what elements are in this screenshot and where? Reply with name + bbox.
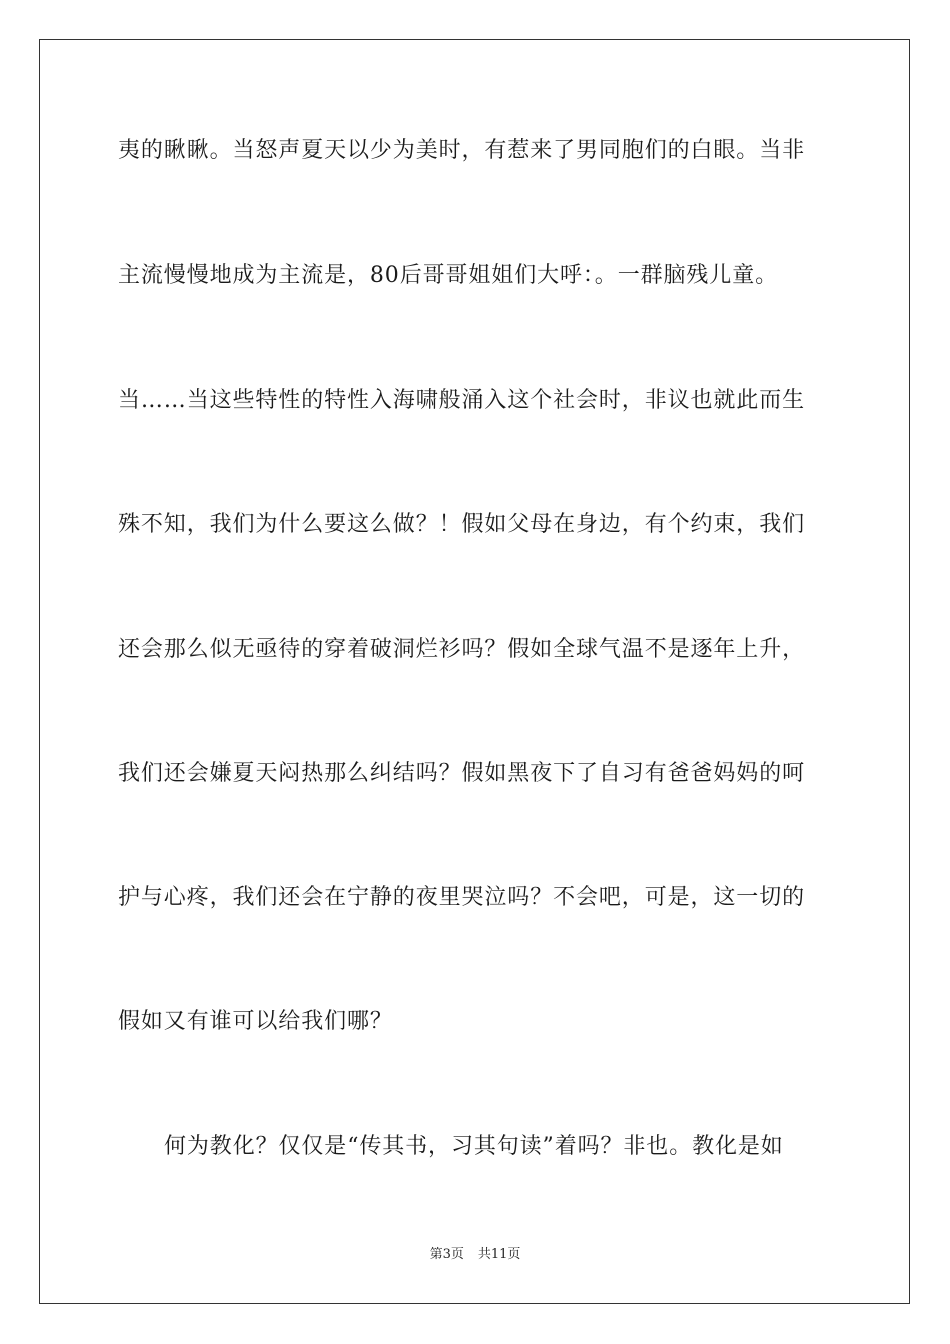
paragraph-indented-line: 何为教化？仅仅是“传其书，习其句读”着吗？非也。教化是如: [164, 1134, 784, 1159]
body-text-line-5: 还会那么似无亟待的穿着破洞烂衫吗？假如全球气温不是逐年上升，: [118, 637, 806, 662]
page-number: 第3页: [429, 1247, 464, 1262]
total-pages: 共11页: [477, 1247, 521, 1262]
body-text-line-4: 殊不知，我们为什么要这么做？！假如父母在身边，有个约束，我们: [118, 512, 806, 537]
page-border: [39, 39, 910, 1304]
body-text-line-7: 护与心疼，我们还会在宁静的夜里哭泣吗？不会吧，可是，这一切的: [118, 885, 806, 910]
page-footer: [0, 1246, 950, 1264]
body-text-line-8: 假如又有谁可以给我们哪？: [118, 1009, 393, 1034]
body-text-line-2: 主流慢慢地成为主流是，80后哥哥姐姐们大呼：。一群脑残儿童。: [118, 263, 778, 288]
body-text-line-6: 我们还会嫌夏天闷热那么纠结吗？假如黑夜下了自习有爸爸妈妈的呵: [118, 761, 806, 786]
body-text-line-3: 当……当这些特性的特性入海啸般涌入这个社会时，非议也就此而生: [118, 388, 806, 413]
body-text-line-1: 夷的瞅瞅。当怒声夏天以少为美时，有惹来了男同胞们的白眼。当非: [118, 138, 806, 163]
